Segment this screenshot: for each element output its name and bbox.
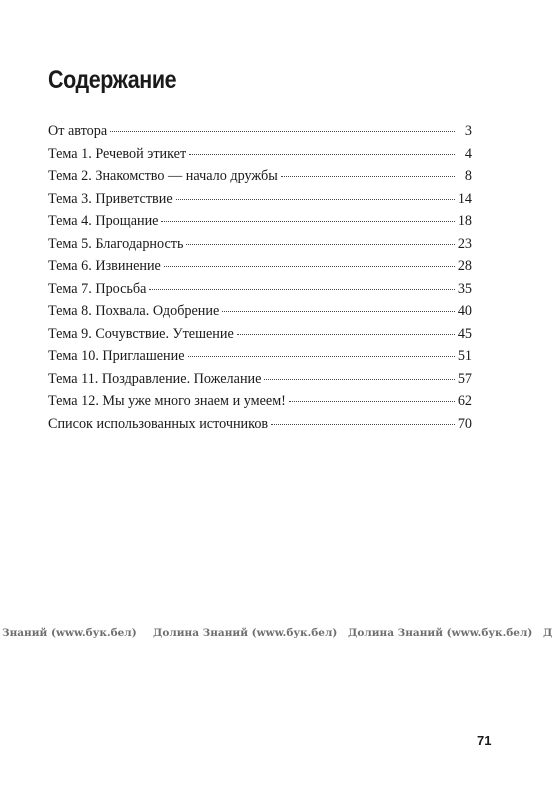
dot-leader (264, 379, 454, 380)
toc-entry (48, 345, 472, 368)
toc-entry-page: 45 (457, 325, 472, 342)
toc-entry (48, 165, 472, 188)
toc-entry-title: Тема 3. Приветствие (48, 190, 173, 207)
dot-leader (237, 334, 455, 335)
toc-entry-page: 18 (457, 213, 472, 229)
toc-entry-page: 3 (464, 123, 472, 139)
toc-entry-page: 4 (464, 145, 472, 162)
toc-entry-page: 28 (457, 258, 472, 274)
toc-entry-title: Тема 9. Сочувствие. Утешение (48, 325, 234, 342)
dot-leader (110, 131, 455, 132)
toc-entry-title: Тема 4. Прощание (48, 213, 159, 229)
toc-entry-title: Тема 6. Извинение (48, 258, 161, 274)
dot-leader (149, 289, 454, 290)
toc-entry-title: Тема 5. Благодарность (48, 235, 184, 252)
page-number: 71 (477, 733, 492, 748)
dot-leader (281, 176, 455, 177)
toc-entry (48, 188, 472, 211)
dot-leader (222, 311, 455, 312)
watermark-text: Д (543, 627, 553, 639)
toc-entry (48, 233, 472, 256)
watermark-text: Долина Знаний (www.бук.бел) (153, 627, 338, 639)
toc-entry-page: 62 (457, 393, 472, 409)
toc-entry (48, 210, 472, 233)
toc-entry (48, 300, 472, 323)
toc-entry (48, 368, 472, 391)
toc-entry (48, 143, 472, 166)
toc-entry-title: Тема 10. Приглашение (48, 348, 185, 364)
watermark-text: Долина Знаний (www.бук.бел) (348, 627, 533, 639)
dot-leader (271, 424, 455, 425)
dot-leader (189, 154, 455, 155)
toc-entry-page: 35 (457, 280, 472, 297)
toc-entry-page: 23 (457, 235, 472, 252)
watermark-text: Знаний (www.бук.бел) (2, 627, 137, 639)
toc-entry (48, 255, 472, 278)
dot-leader (289, 401, 455, 402)
toc-entry-page: 57 (457, 370, 472, 387)
toc-entry-title: Тема 8. Похвала. Одобрение (48, 303, 220, 319)
toc-entry-title: Тема 7. Просьба (48, 280, 147, 297)
toc-entry (48, 278, 472, 301)
toc-entry-title: От автора (48, 123, 108, 139)
toc-entry-page: 51 (457, 348, 472, 364)
toc-entry-title: Тема 2. Знакомство — начало дружбы (48, 168, 278, 184)
dot-leader (164, 266, 455, 267)
toc-entry-page: 14 (457, 190, 472, 207)
dot-leader (186, 244, 454, 245)
toc-entry-page: 8 (464, 168, 472, 184)
toc-entry-title: Список использованных источников (48, 415, 269, 432)
dot-leader (188, 356, 455, 357)
toc-entry-title: Тема 12. Мы уже много знаем и умеем! (48, 393, 286, 409)
toc-entry-page: 70 (457, 415, 472, 432)
watermark-strip (0, 625, 553, 643)
toc-entry-page: 40 (457, 303, 472, 319)
page-title: Содержание (48, 66, 177, 94)
toc-entry (48, 413, 472, 436)
table-of-contents (48, 120, 472, 435)
toc-entry-title: Тема 11. Поздравление. Пожелание (48, 370, 262, 387)
toc-entry-title: Тема 1. Речевой этикет (48, 145, 187, 162)
toc-entry (48, 120, 472, 143)
dot-leader (176, 199, 455, 200)
toc-entry (48, 390, 472, 413)
dot-leader (161, 221, 454, 222)
toc-entry (48, 323, 472, 346)
